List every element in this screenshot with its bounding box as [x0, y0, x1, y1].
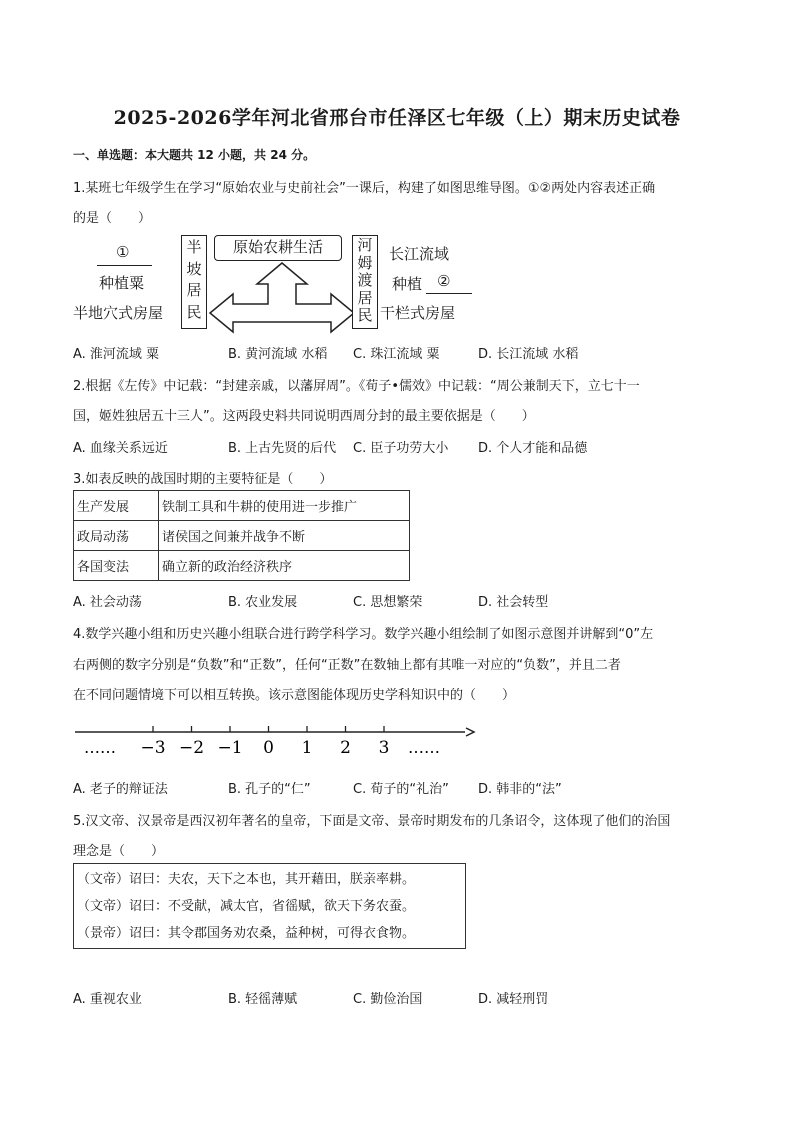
right-blank-marker: ② — [437, 272, 451, 290]
number-line-arrow — [466, 728, 474, 736]
table-cell: 政局动荡 — [74, 521, 159, 551]
vertical-char: 渡 — [357, 271, 373, 289]
number-line — [70, 715, 480, 765]
vertical-char: 居 — [186, 281, 202, 299]
table-cell: 生产发展 — [74, 491, 159, 521]
table-row — [74, 491, 410, 521]
number-line-tick-label: −3 — [140, 738, 166, 758]
vertical-char: 半 — [186, 238, 202, 256]
left-blank-marker: ① — [116, 243, 130, 261]
q4-option-c[interactable]: C. 荀子的“礼治” — [353, 782, 449, 797]
number-line-tick-label: −1 — [217, 738, 243, 758]
question-2-stem-line2: 国，姬姓独居五十三人”。这两段史料共同说明西周分封的最主要依据是（ ） — [73, 409, 535, 424]
number-line-tick-label: 2 — [340, 738, 351, 758]
q2-option-b[interactable]: B. 上古先贤的后代 — [228, 441, 337, 456]
edict-1: （文帝）诏曰：夫农，天下之本也，其开藉田，朕亲率耕。 — [77, 872, 416, 887]
q1-option-a[interactable]: A. 淮河流域 粟 — [73, 347, 160, 362]
right-region: 长江流域 — [389, 245, 450, 263]
page-title: 2025-2026学年河北省邢台市任泽区七年级（上）期末历史试卷 — [113, 107, 681, 129]
table-row — [74, 521, 410, 551]
table-row — [74, 551, 410, 581]
left-house: 半地穴式房屋 — [73, 304, 164, 322]
q3-option-d[interactable]: D. 社会转型 — [478, 595, 549, 610]
right-crop-prefix: 种植 — [392, 275, 423, 293]
number-line-tick-label: 0 — [263, 738, 274, 758]
section-heading: 一、单选题：本大题共 12 小题，共 24 分。 — [73, 148, 316, 162]
q5-option-b[interactable]: B. 轻徭薄赋 — [228, 992, 298, 1007]
question-1-stem-line2: 的是（ ） — [73, 211, 152, 226]
q1-option-c[interactable]: C. 珠江流域 粟 — [353, 347, 440, 362]
number-line-tick-label: 1 — [301, 738, 313, 758]
right-dots: …… — [408, 738, 440, 757]
q5-option-d[interactable]: D. 减轻刑罚 — [478, 992, 549, 1007]
center-box: 原始农耕生活 — [214, 235, 342, 261]
warring-states-table — [73, 490, 410, 581]
number-line-tick-label: −2 — [178, 738, 205, 758]
hemudu-label — [353, 237, 377, 325]
table-cell: 铁制工具和牛耕的使用进一步推广 — [159, 491, 410, 521]
q3-option-b[interactable]: B. 农业发展 — [228, 595, 298, 610]
vertical-char: 河 — [357, 236, 373, 254]
q3-option-a[interactable]: A. 社会动荡 — [73, 595, 142, 610]
right-house: 干栏式房屋 — [380, 304, 456, 322]
q4-option-b[interactable]: B. 孔子的“仁” — [228, 782, 311, 797]
question-4-stem-line1: 4.数学兴趣小组和历史兴趣小组联合进行跨学科学习。数学兴趣小组绘制了如图示意图并讲解到“0”左 — [73, 627, 654, 642]
number-line-tick-label: 3 — [378, 738, 390, 758]
q5-option-a[interactable]: A. 重视农业 — [73, 992, 142, 1007]
q2-option-d[interactable]: D. 个人才能和品德 — [478, 441, 588, 456]
q1-option-d[interactable]: D. 长江流域 水稻 — [478, 347, 579, 362]
hemudu-box — [352, 235, 378, 329]
left-crop: 种植粟 — [99, 274, 145, 292]
q4-option-a[interactable]: A. 老子的辩证法 — [73, 782, 168, 797]
vertical-char: 民 — [357, 306, 373, 324]
right-blank-underline — [426, 293, 472, 294]
q5-option-c[interactable]: C. 勤俭治国 — [353, 992, 423, 1007]
question-3-stem: 3.如表反映的战国时期的主要特征是（ ） — [73, 472, 333, 487]
table-cell: 确立新的政治经济秩序 — [159, 551, 410, 581]
edict-2: （文帝）诏曰：不受献，减太官，省徭赋，欲天下务农蚕。 — [77, 899, 416, 914]
left-dots: …… — [84, 738, 116, 757]
question-1-stem-line1: 1.某班七年级学生在学习“原始农业与史前社会”一课后，构建了如图思维导图。①②两处内容表述正确 — [73, 181, 656, 196]
question-5-stem-line1: 5.汉文帝、汉景帝是西汉初年著名的皇帝，下面是文帝、景帝时期发布的几条诏令，这体现了他们的治国 — [73, 814, 671, 829]
edict-3: （景帝）诏曰：其令郡国务劝农桑，益种树，可得衣食物。 — [77, 926, 416, 941]
vertical-char: 民 — [186, 302, 202, 321]
q4-option-d[interactable]: D. 韩非的“法” — [478, 782, 562, 797]
q2-option-c[interactable]: C. 臣子功劳大小 — [353, 441, 449, 456]
vertical-char: 姆 — [357, 253, 373, 272]
q3-option-c[interactable]: C. 思想繁荣 — [353, 595, 423, 610]
table-cell: 各国变法 — [74, 551, 159, 581]
question-4-stem-line2: 右两侧的数字分别是“负数”和“正数”，任何“正数”在数轴上都有其唯一对应的“负数”，并且二者 — [73, 658, 621, 673]
table-cell: 诸侯国之间兼并战争不断 — [159, 521, 410, 551]
question-4-stem-line3: 在不同问题情境下可以相互转换。该示意图能体现历史学科知识中的（ ） — [73, 688, 516, 703]
vertical-char: 居 — [357, 288, 373, 307]
q2-option-a[interactable]: A. 血缘关系远近 — [73, 441, 168, 456]
question-5-stem-line2: 理念是（ ） — [73, 844, 165, 859]
question-2-stem-line1: 2.根据《左传》中记载：“封建亲戚，以藩屏周”。《荀子•儒效》中记载：“周公兼制天下，立七十一 — [73, 379, 640, 394]
vertical-char: 坡 — [186, 259, 202, 278]
q1-option-b[interactable]: B. 黄河流域 水稻 — [228, 347, 328, 362]
number-line-ticks — [140, 726, 389, 758]
